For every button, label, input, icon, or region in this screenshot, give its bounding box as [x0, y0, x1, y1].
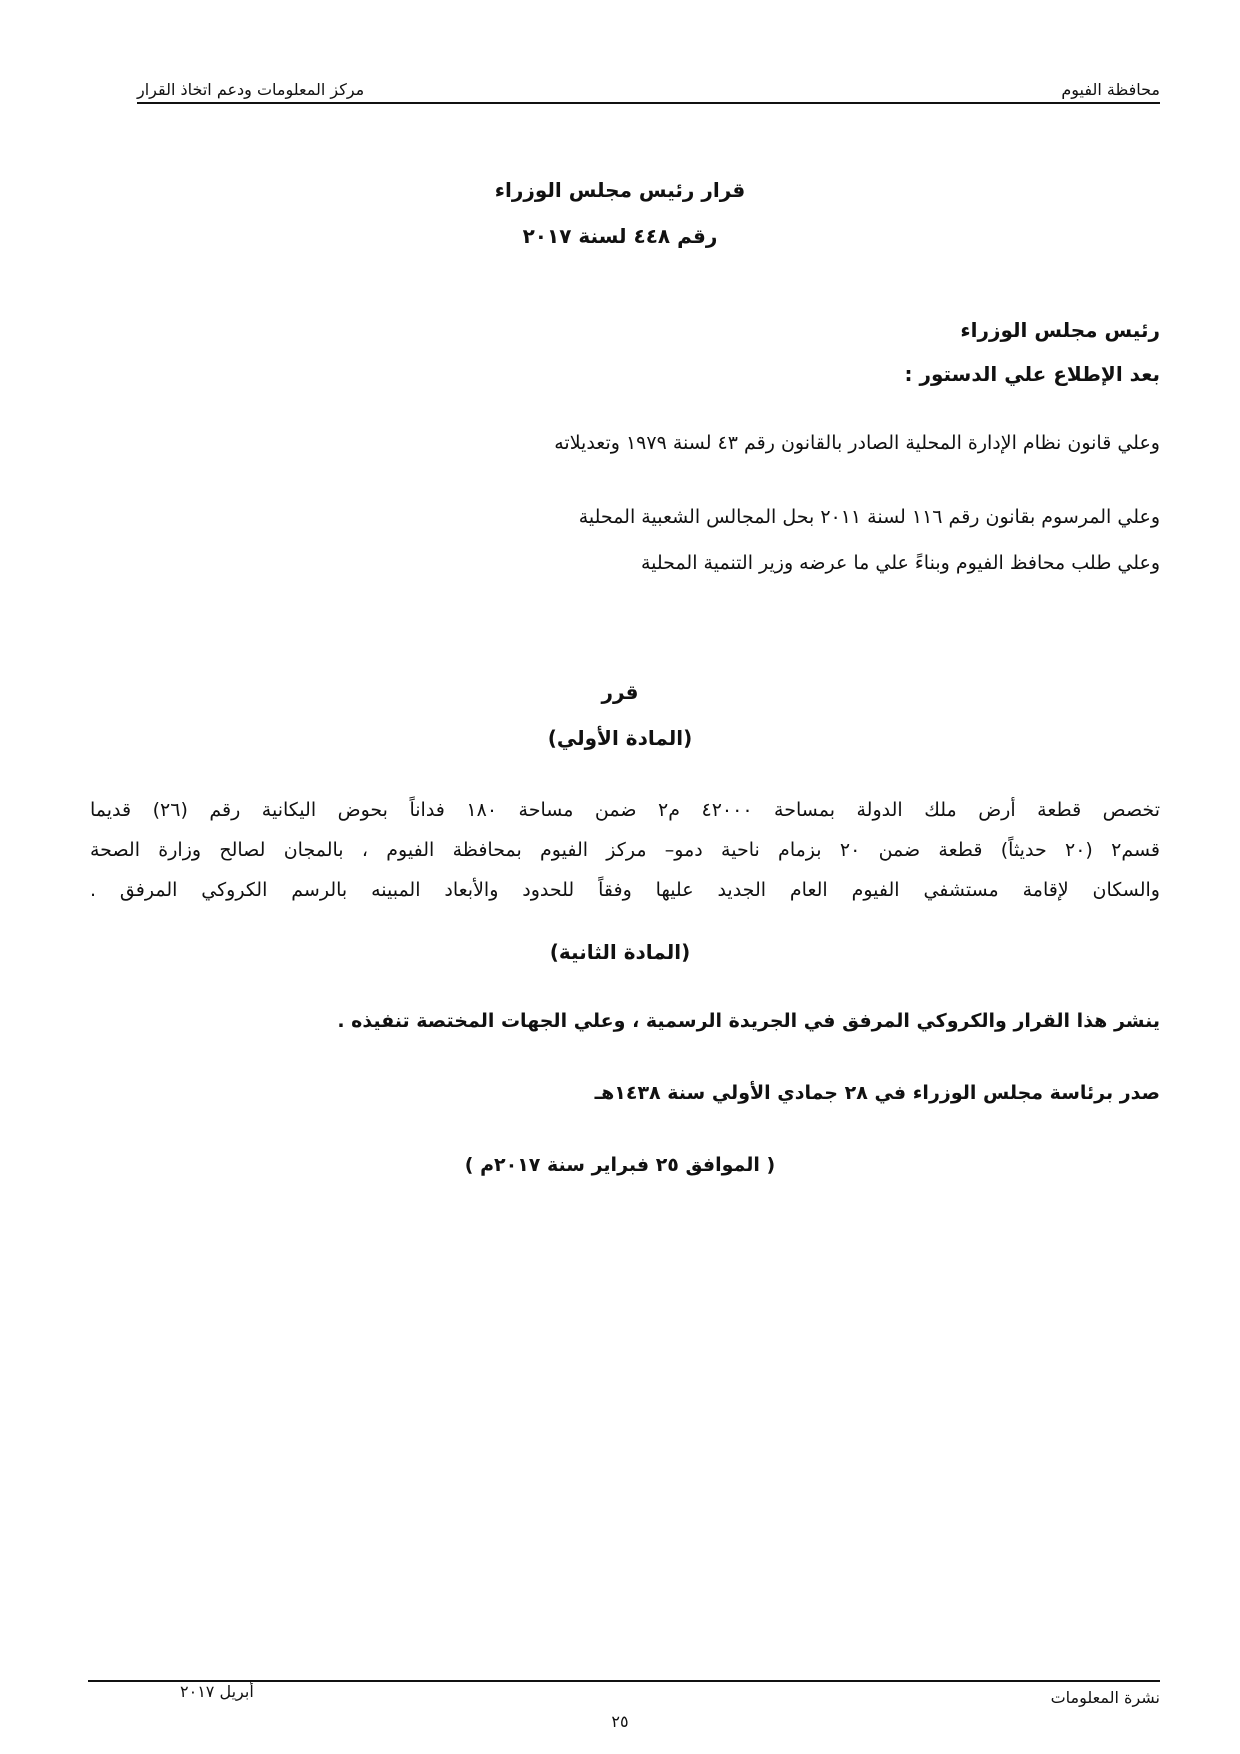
decided-heading: قرر: [601, 680, 639, 704]
header-rule: [137, 102, 1160, 104]
article-1-heading: (المادة الأولي): [547, 726, 693, 750]
article-1-line-2: قسم٢ (٢٠ حديثاً) قطعة ضمن ٢٠ بزمام ناحية دمو– مركز الفيوم بمحافظة الفيوم ، بالمجان لصالح وزارة الصحة: [90, 839, 1161, 861]
article-1-body: [90, 790, 1160, 910]
footer-publication: نشرة المعلومات: [1050, 1688, 1160, 1707]
decree-number: رقم ٤٤٨ لسنة ٢٠١٧: [522, 224, 718, 248]
header-center-name: مركز المعلومات ودعم اتخاذ القرار: [137, 80, 365, 99]
recital-1: وعلي قانون نظام الإدارة المحلية الصادر بالقانون رقم ٤٣ لسنة ١٩٧٩ وتعديلاته: [554, 432, 1160, 454]
issued-statement: صدر برئاسة مجلس الوزراء في ٢٨ جمادي الأولي سنة ١٤٣٨هـ: [594, 1082, 1160, 1104]
article-1-line-3: والسكان لإقامة مستشفي الفيوم العام الجديد عليها وفقاً للحدود والأبعاد المبينه بالرسم الكروكي المرفق .: [90, 879, 1160, 901]
header-governorate: محافظة الفيوم: [1061, 80, 1160, 99]
article-1-line-1: تخصص قطعة أرض ملك الدولة بمساحة ٤٢٠٠٠ م٢ ضمن مساحة ١٨٠ فداناً بحوض اليكانية رقم (٢٦) قديما: [90, 799, 1160, 821]
recital-2: وعلي المرسوم بقانون رقم ١١٦ لسنة ٢٠١١ بحل المجالس الشعبية المحلية: [578, 506, 1160, 528]
gregorian-date: ( الموافق ٢٥ فبراير سنة ٢٠١٧م ): [464, 1154, 776, 1176]
decree-title: قرار رئيس مجلس الوزراء: [494, 178, 746, 202]
article-2-heading: (المادة الثانية): [549, 940, 691, 964]
article-2-text: ينشر هذا القرار والكروكي المرفق في الجريدة الرسمية ، وعلي الجهات المختصة تنفيذه .: [337, 1010, 1160, 1032]
page-number: ٢٥: [611, 1712, 629, 1731]
preamble-lead: بعد الإطلاع علي الدستور :: [904, 362, 1160, 386]
footer-issue-date: أبريل ٢٠١٧: [180, 1682, 254, 1701]
issuer: رئيس مجلس الوزراء: [960, 318, 1160, 342]
recital-3: وعلي طلب محافظ الفيوم وبناءً علي ما عرضه وزير التنمية المحلية: [640, 552, 1160, 574]
